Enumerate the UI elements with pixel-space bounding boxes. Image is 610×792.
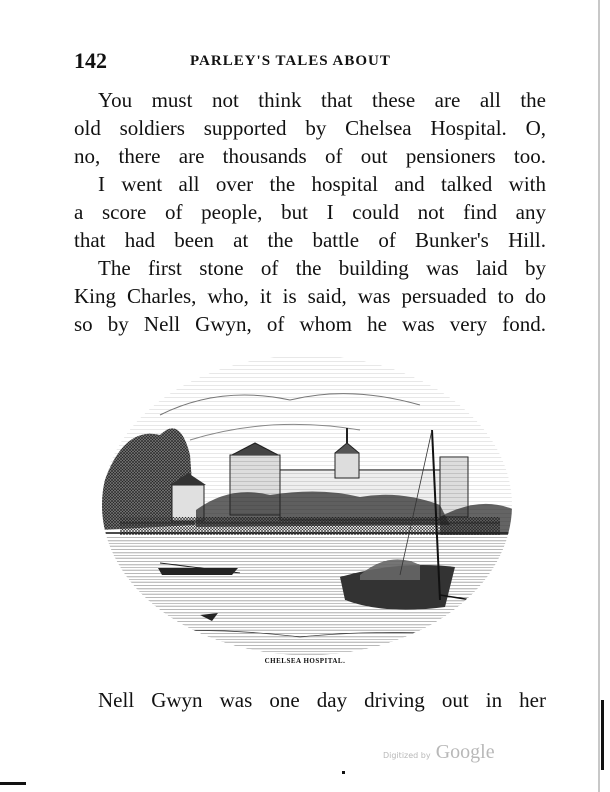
illustration-caption: CHELSEA HOSPITAL.	[264, 657, 346, 665]
scan-edge-mark	[601, 700, 604, 770]
text-line: Nell Gwyn was one day driving out in her	[98, 688, 546, 712]
body-text-continued	[74, 686, 546, 714]
text-line: old soldiers supported by Chelsea Hospital. O,	[74, 116, 546, 140]
chelsea-hospital-engraving	[100, 345, 515, 655]
text-line: The first stone of the building was laid by	[98, 256, 546, 280]
body-text	[74, 86, 546, 338]
page-header	[74, 48, 544, 74]
watermark-prefix: Digitized by	[383, 751, 431, 760]
text-line: so by Nell Gwyn, of whom he was very fond.	[74, 312, 546, 336]
digitization-watermark	[383, 741, 495, 764]
google-logo: Google	[435, 741, 495, 763]
scan-edge-mark	[342, 771, 345, 774]
text-line: I went all over the hospital and talked with	[98, 172, 546, 196]
running-head: PARLEY'S TALES ABOUT	[190, 53, 391, 69]
page-number: 142	[74, 48, 107, 73]
text-line: You must not think that these are all the	[98, 88, 546, 112]
text-line: King Charles, who, it is said, was persuaded to do	[74, 284, 546, 308]
scan-edge-mark	[0, 782, 26, 785]
text-line: that had been at the battle of Bunker's Hill.	[74, 228, 546, 252]
text-line: a score of people, but I could not find any	[74, 200, 546, 224]
text-line: no, there are thousands of out pensioners too.	[74, 144, 546, 168]
scan-edge-mark	[598, 0, 600, 792]
